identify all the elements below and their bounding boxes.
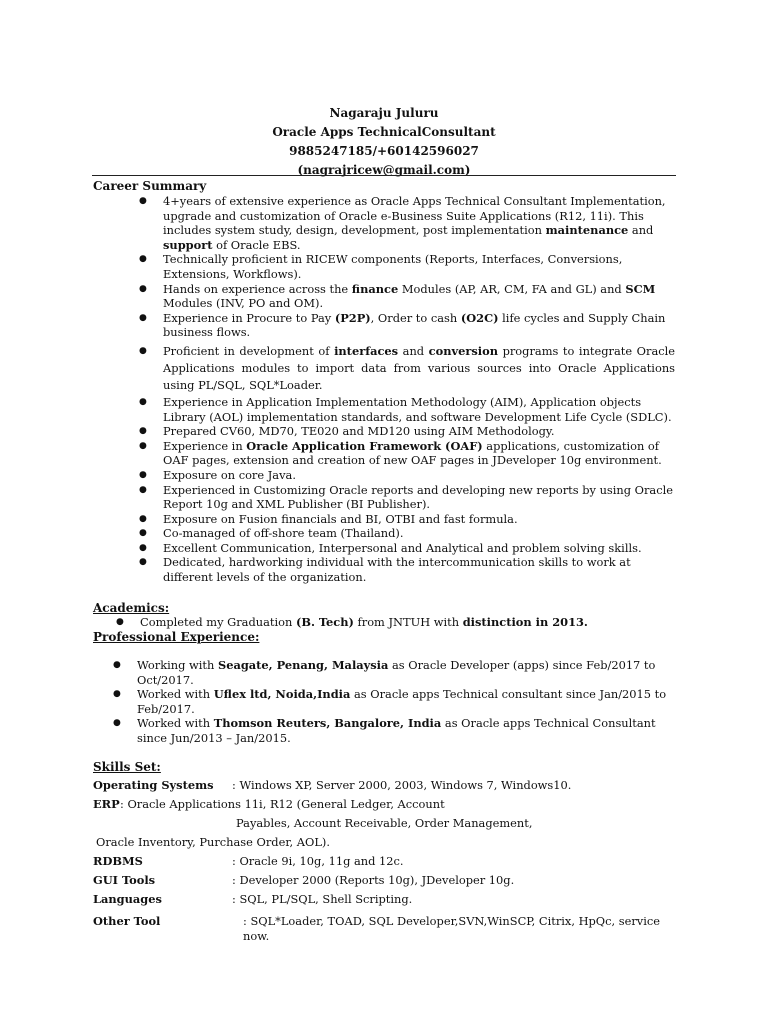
item-text: and [398,343,429,358]
bullet-icon: ● [139,528,147,539]
item-text: Thomson Reuters, Bangalore, India [213,716,442,731]
item-text: interfaces [334,343,399,358]
skill-label: Languages [93,892,162,906]
skill-value-cont: Payables, Account Receivable, Order Management, [236,816,533,830]
career-item [139,511,675,527]
bullet-icon: ● [113,689,121,700]
item-text: Proficient in development of [163,343,335,358]
skill-value: : Developer 2000 (Reports 10g), JDeveloper 10g. [232,873,515,887]
item-text: and [628,223,654,238]
bullet-icon: ● [139,484,147,495]
bullet-icon: ● [139,542,147,553]
career-item [139,540,675,556]
bullet-icon: ● [139,557,147,568]
academics-list [116,615,675,630]
bullet-icon: ● [116,617,124,627]
skill-row-erp-cont2 [93,835,683,854]
career-item [139,467,675,483]
skill-row-languages [93,892,683,911]
item-text: as Oracle apps Technical consultant since Jan/2015 to Feb/2017. [137,687,667,716]
item-text: Experience in [163,438,247,453]
item-text: as Oracle Developer (apps) since Feb/2017 to Oct/2017. [137,658,656,687]
item-text: distinction in 2013. [462,615,588,629]
bullet-icon: ● [139,254,147,265]
item-text: (O2C) [460,310,499,325]
item-text: Uflex ltd, Noida,India [213,687,351,702]
item-text: Worked with [137,687,214,702]
skills-title: Skills Set: [93,760,161,774]
professional-experience-list [113,658,677,746]
career-item [139,438,675,468]
item-text: from JNTUH with [353,615,463,629]
item-text: finance [351,281,399,296]
item-text: life cycles and Supply Chain business flows. [163,310,666,340]
career-summary-title: Career Summary [93,179,207,193]
professional-experience-title: Professional Experience: [93,630,260,644]
academics-title: Academics: [93,601,170,615]
candidate-email: (nagrajricew@gmail.com) [297,163,471,177]
candidate-role: Oracle Apps TechnicalConsultant [272,125,496,139]
skill-value-cont: Oracle Inventory, Purchase Order, AOL). [96,835,330,849]
bullet-icon: ● [139,426,147,437]
candidate-phone: 9885247185/+60142596027 [289,144,479,158]
skill-value: : SQL, PL/SQL, Shell Scripting. [232,892,413,906]
bullet-icon: ● [139,283,147,294]
professional-item [113,716,677,745]
career-summary-list [139,194,675,585]
career-item [139,343,675,394]
item-text: Worked with [137,716,214,731]
item-text: Exposure on core Java. [163,467,296,482]
item-text: Oracle Application Framework (OAF) [246,438,483,453]
skill-label: Operating Systems [93,778,214,792]
skill-row-gui [93,873,683,892]
professional-item [113,658,677,687]
career-item [139,394,675,424]
item-text: Co-managed of off-shore team (Thailand). [163,526,404,541]
career-item [139,252,675,281]
career-item [139,482,675,512]
skill-label: GUI Tools [93,873,156,887]
bullet-icon: ● [139,440,147,451]
bullet-icon: ● [139,312,147,323]
item-text: Exposure on Fusion financials and BI, OTBI and fast formula. [163,511,518,526]
career-item [139,194,675,252]
skill-row-os [93,778,683,797]
career-item [139,555,675,585]
career-item [139,281,675,311]
skill-value: : SQL*Loader, TOAD, SQL Developer,SVN,WinSCP, Citrix, HpQc, service now. [243,914,660,943]
skill-label: Other Tool [93,914,161,928]
item-text: applications, customization of OAF pages, extension and creation of new OAF pages in JDeveloper 10g environment. [163,438,662,468]
header-divider [92,175,676,176]
item-text: Modules (AP, AR, CM, FA and GL) and [398,281,626,296]
skill-label: ERP [93,797,120,811]
bullet-icon: ● [139,396,147,407]
academics-item [116,615,675,630]
candidate-name: Nagaraju Juluru [329,106,439,120]
bullet-icon: ● [139,469,147,480]
item-text: support [163,237,213,252]
skill-label: RDBMS [93,854,143,868]
career-item [139,526,675,541]
item-text: Working with [137,658,218,672]
item-text: Experienced in Customizing Oracle reports and developing new reports by using Oracle Report 10g and XML Publisher (BI Publisher). [163,482,673,512]
item-text: Technically proficient in RICEW components (Reports, Interfaces, Conversions, Extensions, Workflows). [163,252,623,281]
bullet-icon: ● [139,196,147,206]
skill-row-erp [93,797,683,816]
resume-header [0,104,768,180]
career-item [139,310,675,340]
item-text: , Order to cash [370,310,461,325]
item-text: Completed my Graduation [140,615,296,629]
item-text: Experience in Application Implementation Methodology (AIM), Application objects Library (AOL) implementation standards, and software Development Life Cycle (SDLC). [163,394,672,424]
skill-row-erp-cont [93,816,683,835]
skill-value: : Oracle Applications 11i, R12 (General Ledger, Account [120,797,445,811]
bullet-icon: ● [113,660,121,670]
item-text: Prepared CV60, MD70, TE020 and MD120 using AIM Methodology. [163,424,555,439]
professional-item [113,687,677,716]
item-text: Excellent Communication, Interpersonal and Analytical and problem solving skills. [163,540,642,555]
item-text: (B. Tech) [295,615,354,629]
item-text: Hands on experience across the [163,281,352,296]
bullet-icon: ● [139,513,147,524]
item-text: maintenance [545,223,629,238]
career-item [139,424,675,439]
skill-value: : Windows XP, Server 2000, 2003, Windows 7, Windows10. [232,778,572,792]
bullet-icon: ● [139,345,147,356]
item-text: of Oracle EBS. [212,237,301,252]
bullet-icon: ● [113,718,121,729]
item-text: as Oracle apps Technical Consultant since Jun/2013 – Jan/2015. [137,716,656,745]
skill-row-rdbms [93,854,683,873]
item-text: (P2P) [334,310,371,325]
item-text: SCM [625,281,656,296]
item-text: programs to integrate Oracle Applications modules to import data from various sources into Oracle Applications using PL/SQL, SQL*Loader. [163,343,675,392]
item-text: Experience in Procure to Pay [163,310,335,325]
item-text: Modules (INV, PO and OM). [163,296,324,311]
item-text: 4+years of extensive experience as Oracle Apps Technical Consultant Implementation, upgrade and customization of Oracle e-Business Suite Applications (R12, 11i). This includes system study, design, development, post implementation [163,194,666,238]
skill-value: : Oracle 9i, 10g, 11g and 12c. [232,854,404,868]
item-text: Seagate, Penang, Malaysia [217,658,389,672]
item-text: conversion [428,343,498,358]
skill-row-other [93,911,683,943]
skills-table [93,778,683,943]
item-text: Dedicated, hardworking individual with the intercommunication skills to work at different levels of the organization. [163,555,631,585]
